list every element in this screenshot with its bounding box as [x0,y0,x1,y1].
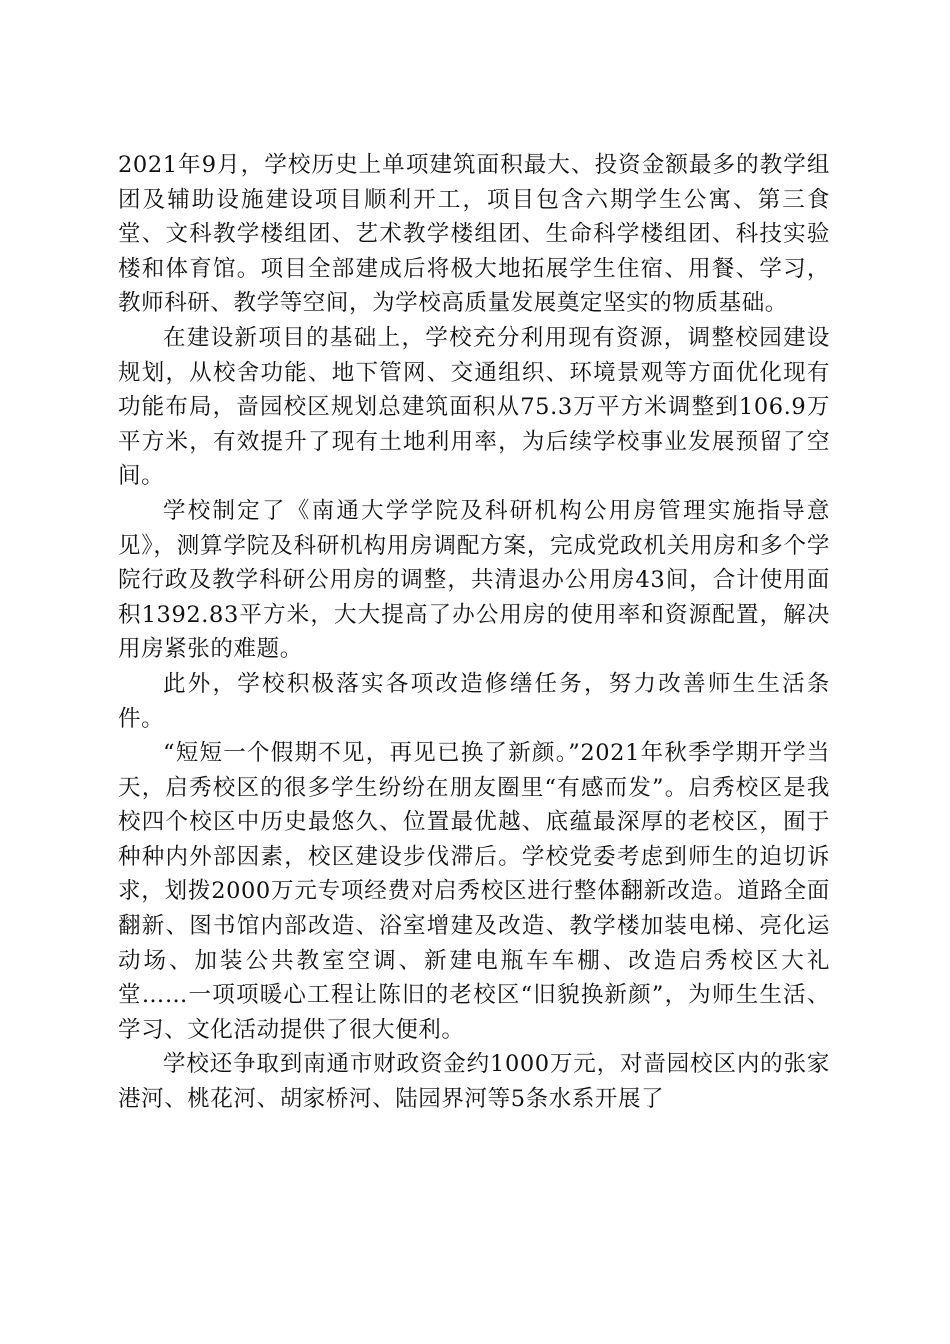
paragraph-renovation-intro: 此外，学校积极落实各项改造修缮任务，努力改善师生生活条件。 [118,670,830,732]
paragraph-water-system: 学校还争取到南通市财政资金约1000万元，对啬园校区内的张家港河、桃花河、胡家桥河、陆园界河等5条水系开展了 [118,1051,830,1113]
paragraph-office-space: 学校制定了《南通大学学院及科研机构公用房管理实施指导意见》，测算学院及科研机构用房调配方案，完成党政机关用房和多个学院行政及教学科研公用房的调整，共清退办公用房43间，合计使用面积1392.83平方米，大大提高了办公用房的使用率和资源配置，解决用房紧张的难题。 [118,497,830,663]
paragraph-new-construction: 2021年9月，学校历史上单项建筑面积最大、投资金额最多的教学组团及辅助设施建设项目顺利开工，项目包含六期学生公寓、第三食堂、文科教学楼组团、艺术教学楼组团、生命科学楼组团、科技实验楼和体育馆。项目全部建成后将极大地拓展学生住宿、用餐、学习，教师科研、教学等空间，为学校高质量发展奠定坚实的物质基础。 [118,152,830,317]
paragraph-qixiu-campus: “短短一个假期不见，再见已换了新颜。”2021年秋季学期开学当天，启秀校区的很多学生纷纷在朋友圈里“有感而发”。启秀校区是我校四个校区中历史最悠久、位置最优越、底蕴最深厚的老校区，囿于种种内外部因素，校区建设步伐滞后。学校党委考虑到师生的迫切诉求，划拨2000万元专项经费对启秀校区进行整体翻新改造。道路全面翻新、图书馆内部改造、浴室增建及改造、教学楼加装电梯、亮化运动场、加装公共教室空调、新建电瓶车车棚、改造启秀校区大礼堂……一项项暖心工程让陈旧的老校区“旧貌换新颜”，为师生生活、学习、文化活动提供了很大便利。 [118,740,830,1043]
paragraph-campus-planning: 在建设新项目的基础上，学校充分利用现有资源，调整校园建设规划，从校舍功能、地下管网、交通组织、环境景观等方面优化现有功能布局，啬园校区规划总建筑面积从75.3万平方米调整到106.9万平方米，有效提升了现有土地利用率，为后续学校事业发展预留了空间。 [118,324,830,490]
document-body [118,148,830,1117]
